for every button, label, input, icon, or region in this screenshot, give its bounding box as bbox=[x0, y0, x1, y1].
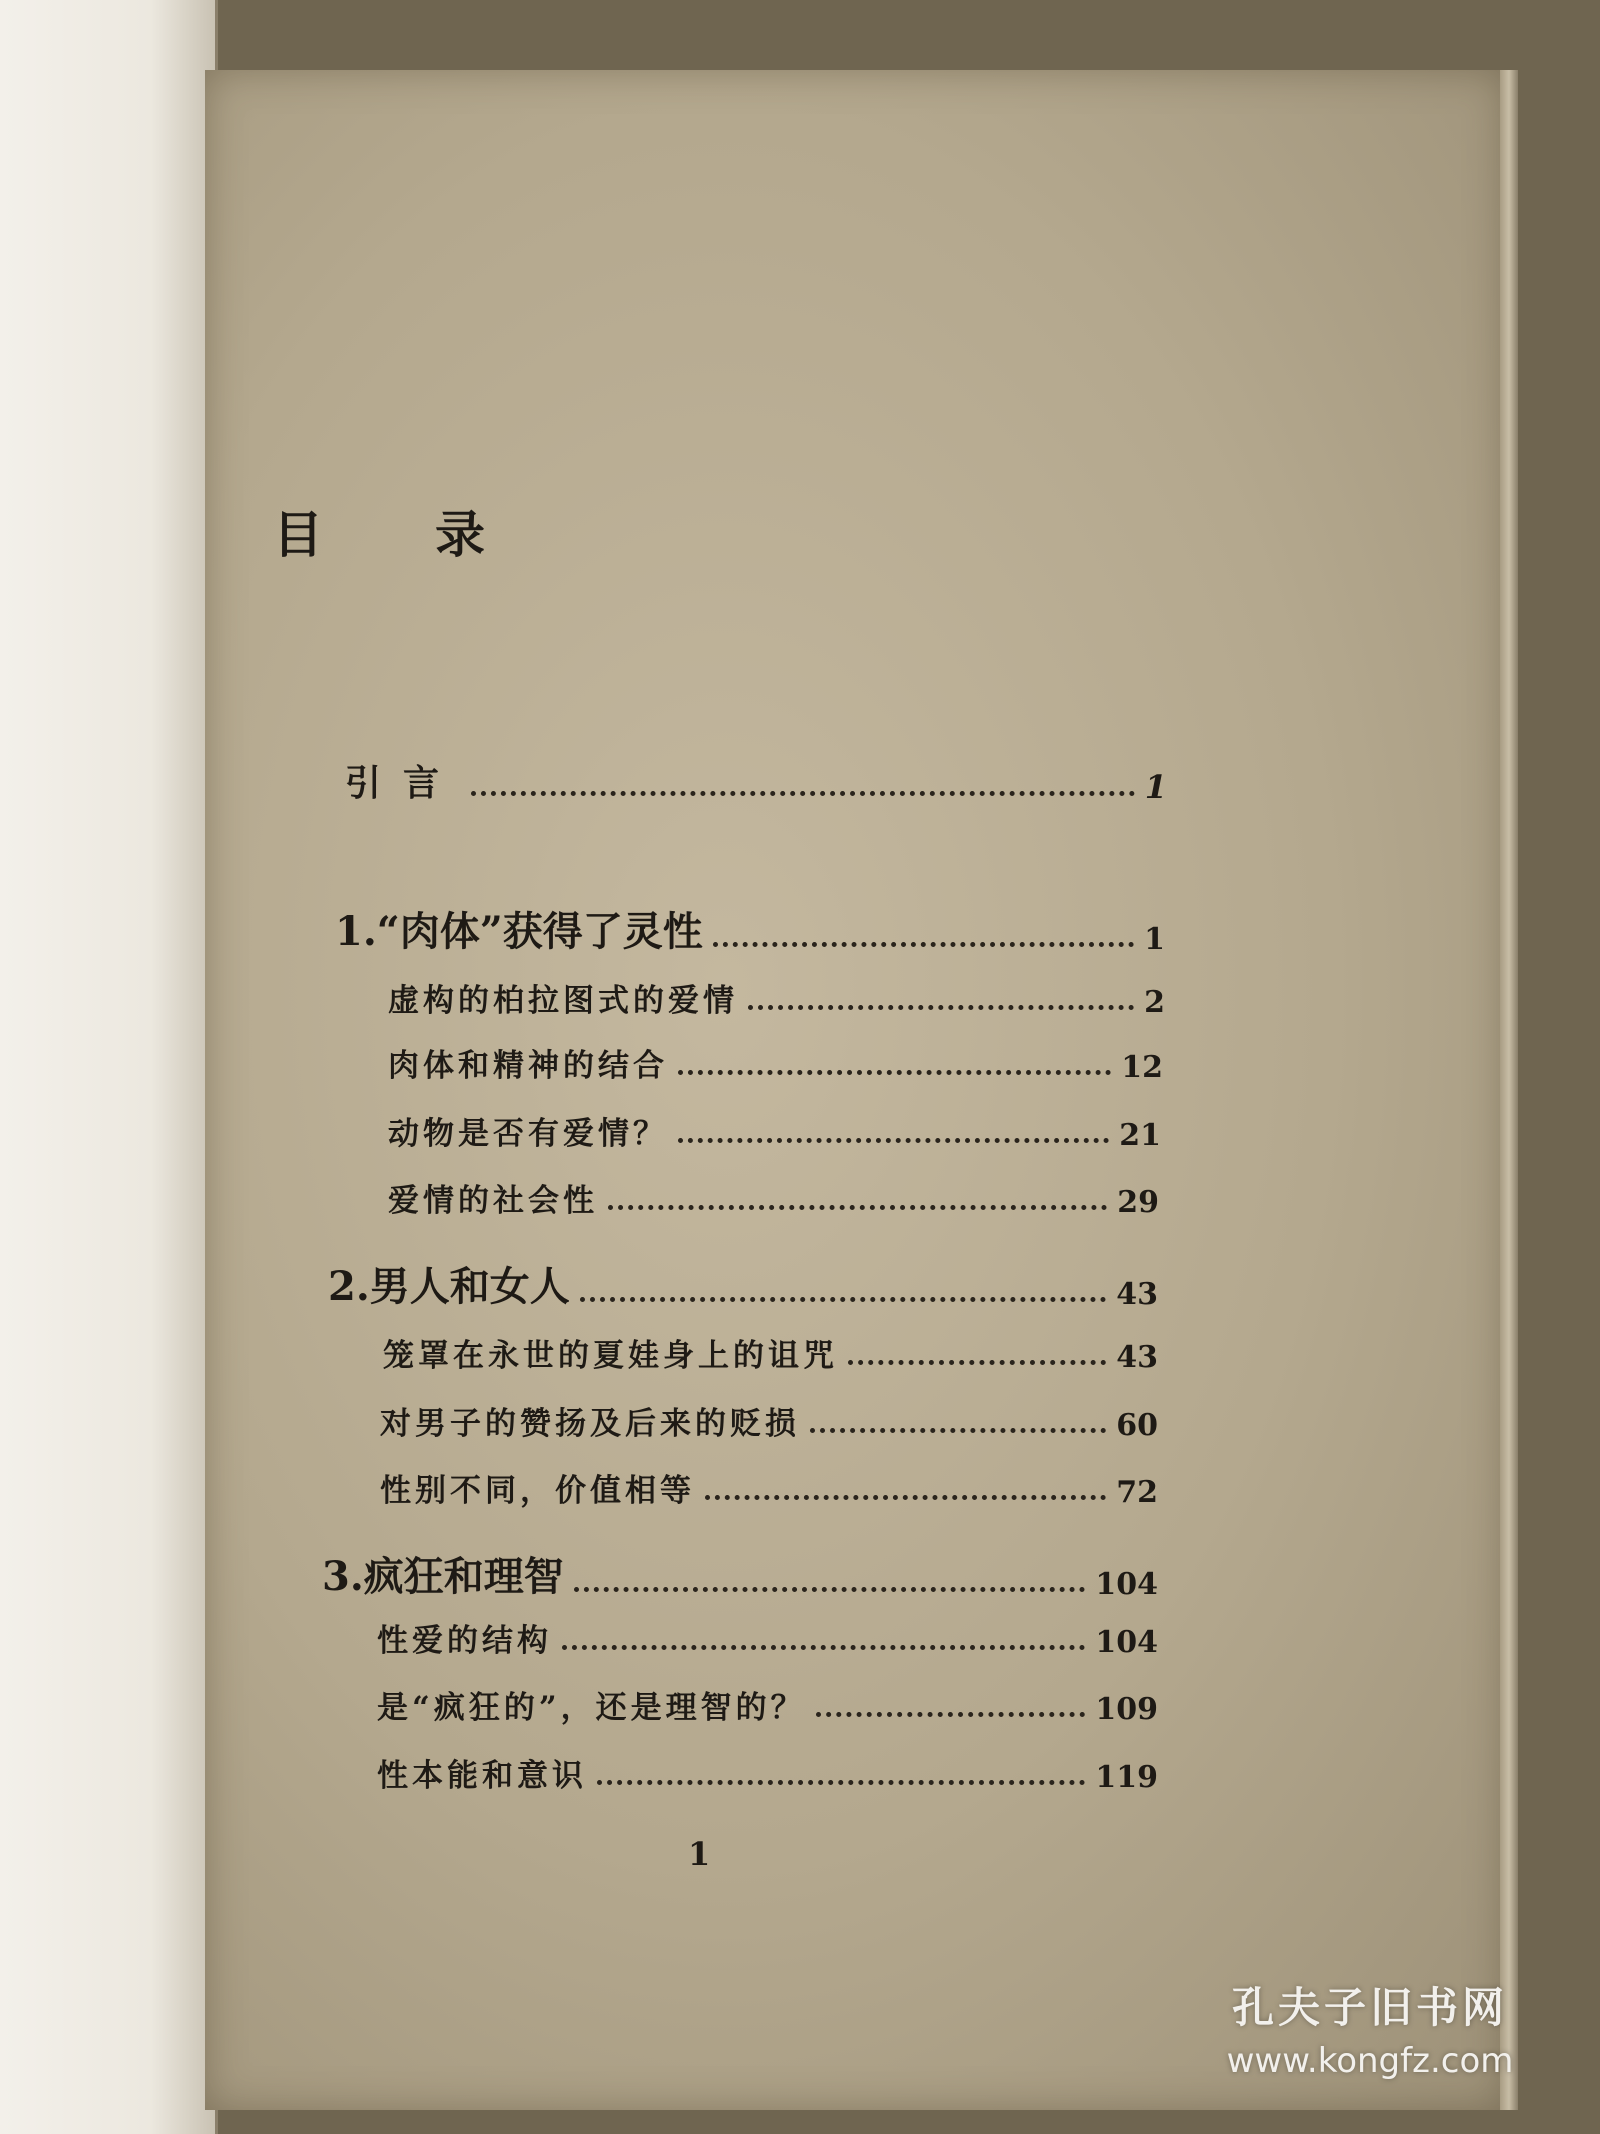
leader-dots bbox=[713, 942, 1134, 947]
toc-entry-label: 性本能和意识 bbox=[377, 1758, 587, 1794]
watermark-text: 孔夫子旧书网 bbox=[1231, 1983, 1508, 2032]
toc-entry-label: 爱情的社会性 bbox=[388, 1183, 598, 1219]
toc-entry-section bbox=[383, 1330, 1158, 1375]
toc-entry-label: 2.男人和女人 bbox=[328, 1263, 570, 1310]
toc-entry-label: 动物是否有爱情？ bbox=[388, 1116, 668, 1152]
toc-entry-label: 是“疯狂的”，还是理智的？ bbox=[377, 1690, 806, 1726]
toc-entry-page: 109 bbox=[1095, 1692, 1158, 1727]
toc-entry-page: 29 bbox=[1117, 1185, 1159, 1220]
toc-entry-page: 119 bbox=[1095, 1760, 1158, 1795]
toc-entry-chapter-2 bbox=[328, 1255, 1158, 1312]
page-number: 1 bbox=[688, 1835, 711, 1873]
leader-dots bbox=[848, 1360, 1106, 1365]
toc-entry-section bbox=[388, 975, 1165, 1020]
toc-entry-page: 72 bbox=[1116, 1475, 1158, 1510]
toc-entry-page: 1 bbox=[1144, 922, 1165, 957]
toc-entry-page: 43 bbox=[1116, 1277, 1158, 1312]
toc-entry-page: 60 bbox=[1116, 1408, 1158, 1443]
toc-entry-page: 104 bbox=[1095, 1567, 1158, 1602]
toc-entry-page: 104 bbox=[1095, 1625, 1158, 1660]
leader-dots bbox=[678, 1070, 1111, 1075]
toc-entry-label: 3.疯狂和理智 bbox=[322, 1553, 564, 1600]
toc-entry-label: 虚构的柏拉图式的爱情 bbox=[388, 983, 738, 1019]
toc-entry-label: 性爱的结构 bbox=[377, 1623, 552, 1659]
toc-entry-label: 笼罩在永世的夏娃身上的诅咒 bbox=[383, 1338, 838, 1374]
toc-entry-section bbox=[377, 1615, 1158, 1660]
toc-entry-page: 1 bbox=[1144, 768, 1167, 806]
toc-entry-chapter-3 bbox=[322, 1545, 1158, 1602]
toc-entry-intro bbox=[345, 755, 1167, 806]
leader-dots bbox=[562, 1645, 1085, 1650]
toc-entry-label: 引言 bbox=[345, 762, 462, 804]
toc-title-char-1: 目 bbox=[273, 505, 323, 564]
toc-entry-page: 21 bbox=[1119, 1118, 1161, 1153]
toc-entry-page: 43 bbox=[1116, 1340, 1158, 1375]
watermark bbox=[1180, 1975, 1560, 2081]
toc-entry-page: 12 bbox=[1121, 1050, 1163, 1085]
leader-dots bbox=[705, 1495, 1106, 1500]
toc-entry-section bbox=[388, 1040, 1163, 1085]
toc-entry-section bbox=[377, 1750, 1158, 1795]
toc-entry-section bbox=[380, 1398, 1158, 1443]
toc-entry-label: 1.“肉体”获得了灵性 bbox=[335, 908, 703, 955]
leader-dots bbox=[816, 1712, 1086, 1717]
leader-dots bbox=[471, 791, 1135, 796]
toc-entry-page: 2 bbox=[1144, 985, 1165, 1020]
leader-dots bbox=[574, 1587, 1086, 1592]
toc-entry-section bbox=[377, 1682, 1158, 1727]
leader-dots bbox=[810, 1428, 1106, 1433]
leader-dots bbox=[748, 1005, 1134, 1010]
toc-entry-label: 肉体和精神的结合 bbox=[388, 1048, 668, 1084]
leader-dots bbox=[608, 1205, 1107, 1210]
toc-entry-label: 对男子的赞扬及后来的贬损 bbox=[380, 1406, 800, 1442]
leader-dots bbox=[678, 1138, 1109, 1143]
leader-dots bbox=[580, 1297, 1106, 1302]
toc-entry-chapter-1 bbox=[335, 900, 1165, 957]
toc-entry-section bbox=[388, 1108, 1161, 1153]
watermark-url: www.kongfz.com bbox=[1226, 2041, 1514, 2081]
toc-title-char-2: 录 bbox=[435, 505, 485, 564]
toc-entry-section bbox=[380, 1465, 1158, 1510]
toc-entry-section bbox=[388, 1175, 1159, 1220]
toc-entry-label: 性别不同，价值相等 bbox=[380, 1473, 695, 1509]
leader-dots bbox=[597, 1780, 1085, 1785]
